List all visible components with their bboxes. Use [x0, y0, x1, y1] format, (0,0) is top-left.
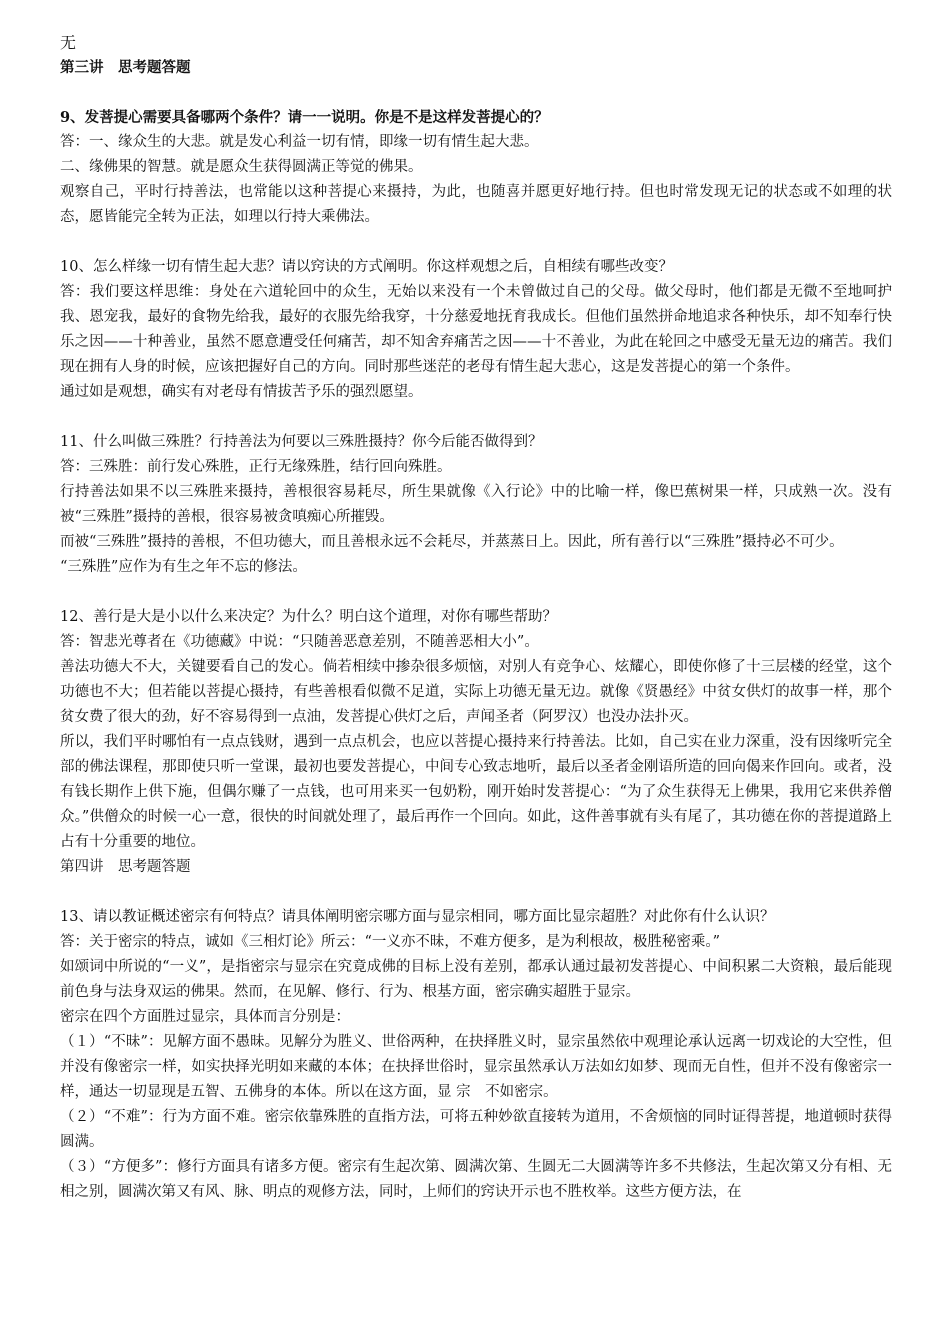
answer-text: 通过如是观想，确实有对老母有情拔苦予乐的强烈愿望。 [60, 384, 423, 400]
answer-text: 二、缘佛果的智慧。就是愿众生获得圆满正等觉的佛果。 [60, 159, 423, 175]
answer-text: 答：关于密宗的特点，诚如《三相灯论》所云：“一义亦不昧，不难方便多，是为利根故，极胜秘密乘。” [60, 934, 721, 950]
lecture-heading: 第四讲 思考题答题 [60, 859, 191, 875]
spacer [60, 580, 892, 605]
answer-text: 观察自己，平时行持善法，也常能以这种菩提心来摄持，为此，也随喜并愿更好地行持。但也时常发现无记的状态或不如理的状态，愿皆能完全转为正法，如理以行持大乘佛法。 [60, 184, 892, 225]
question-12: 12、善行是大是小以什么来决定？为什么？明白这个道理，对你有哪些帮助？ [60, 609, 557, 625]
spacer [60, 405, 892, 430]
answer-text: 而被“三殊胜”摄持的善根，不但功德大，而且善根永远不会耗尽，并蒸蒸日上。因此，所有善行以“三殊胜”摄持必不可少。 [60, 534, 844, 550]
answer-text: “三殊胜”应作为有生之年不忘的修法。 [60, 559, 307, 575]
answer-text: 答：一、缘众生的大悲。就是发心利益一切有情，即缘一切有情生起大悲。 [60, 134, 539, 150]
answer-text: （１）“不昧”：见解方面不愚昧。见解分为胜义、世俗两种，在抉择胜义时，显宗虽然依中观理论承认远离一切戏论的大空性，但并没有像密宗一样，如实抉择光明如来藏的本体；在抉择世俗时，显宗虽然承认万法如幻如梦、现而无自性，但并不没有像密宗一样，通达一切显现是五智、五佛身的本体。所以在这方面，显 宗 不如密宗。 [60, 1034, 892, 1100]
answer-text: 答：我们要这样思维：身处在六道轮回中的众生，无始以来没有一个未曾做过自己的父母。做父母时，他们都是无微不至地呵护我、恩宠我，最好的食物先给我，最好的衣服先给我穿，十分慈爱地抚育我成长。但他们虽然拼命地追求各种快乐，却不知奉行快乐之因——十种善业，虽然不愿意遭受任何痛苦，却不知舍弃痛苦之因——十不善业，为此在轮回之中感受无量无边的痛苦。我们现在拥有人身的时候，应该把握好自己的方向。同时那些迷茫的老母有情生起大悲心，这是发菩提心的第一个条件。 [60, 284, 892, 375]
question-11: 11、什么叫做三殊胜？行持善法为何要以三殊胜摄持？你今后能否做得到？ [60, 434, 543, 450]
answer-text: 答：智悲光尊者在《功德藏》中说：“只随善恶意差别，不随善恶相大小”。 [60, 634, 539, 650]
heading-fragment: 无 [60, 33, 77, 52]
lecture-heading: 第三讲 思考题答题 [60, 59, 191, 76]
answer-text: （３）“方便多”：修行方面具有诸多方便。密宗有生起次第、圆满次第、生圆无二大圆满等许多不共修法，生起次第又分有相、无相之别，圆满次第又有风、脉、明点的观修方法，同时，上师们的窍诀开示也不胜枚举。这些方便方法，在 [60, 1159, 892, 1200]
document-body [60, 30, 892, 1205]
answer-text: 答：三殊胜：前行发心殊胜，正行无缘殊胜，结行回向殊胜。 [60, 459, 452, 475]
answer-text: 密宗在四个方面胜过显宗，具体而言分别是： [60, 1009, 350, 1025]
spacer [60, 80, 892, 105]
question-13: 13、请以教证概述密宗有何特点？请具体阐明密宗哪方面与显宗相同，哪方面比显宗超胜？对此你有什么认识？ [60, 909, 775, 925]
question-9: 9、发菩提心需要具备哪两个条件？请一一说明。你是不是这样发菩提心的？ [60, 109, 549, 126]
answer-text: 如颂词中所说的“一义”，是指密宗与显宗在究竟成佛的目标上没有差别，都承认通过最初发菩提心、中间积累二大资粮，最后能现前色身与法身双运的佛果。然而，在见解、修行、行为、根基方面，密宗确实超胜于显宗。 [60, 959, 892, 1000]
question-10: 10、怎么样缘一切有情生起大悲？请以窍诀的方式阐明。你这样观想之后，自相续有哪些改变？ [60, 259, 673, 275]
answer-text: 所以，我们平时哪怕有一点点钱财，遇到一点点机会，也应以菩提心摄持来行持善法。比如，自己实在业力深重，没有因缘听完全部的佛法课程，那即使只听一堂课，最初也要发菩提心，中间专心致志地听，最后以圣者金刚语所造的回向偈来作回向。或者，没有钱长期作上供下施，但偶尔赚了一点钱，也可用来买一包奶粉，刚开始时发菩提心：“为了众生获得无上佛果，我用它来供养僧众。”供僧众的时候一心一意，很快的时间就处理了，最后再作一个回向。如此，这件善事就有头有尾了，其功德在你的菩提道路上占有十分重要的地位。 [60, 734, 892, 850]
spacer [60, 880, 892, 905]
answer-text: 善法功德大不大，关键要看自己的发心。倘若相续中掺杂很多烦恼，对别人有竞争心、炫耀心，即使你修了十三层楼的经堂，这个功德也不大；但若能以菩提心摄持，有些善根看似微不足道，实际上功德无量无边。就像《贤愚经》中贫女供灯的故事一样，那个贫女费了很大的劲，好不容易得到一点油，发菩提心供灯之后，声闻圣者（阿罗汉）也没办法扑灭。 [60, 659, 892, 725]
answer-text: 行持善法如果不以三殊胜来摄持，善根很容易耗尽，所生果就像《入行论》中的比喻一样，像巴蕉树果一样，只成熟一次。没有被“三殊胜”摄持的善根，很容易被贪嗔痴心所摧毁。 [60, 484, 892, 525]
answer-text: （２）“不难”：行为方面不难。密宗依靠殊胜的直指方法，可将五种妙欲直接转为道用，不舍烦恼的同时证得菩提，地道顿时获得圆满。 [60, 1109, 892, 1150]
spacer [60, 230, 892, 255]
